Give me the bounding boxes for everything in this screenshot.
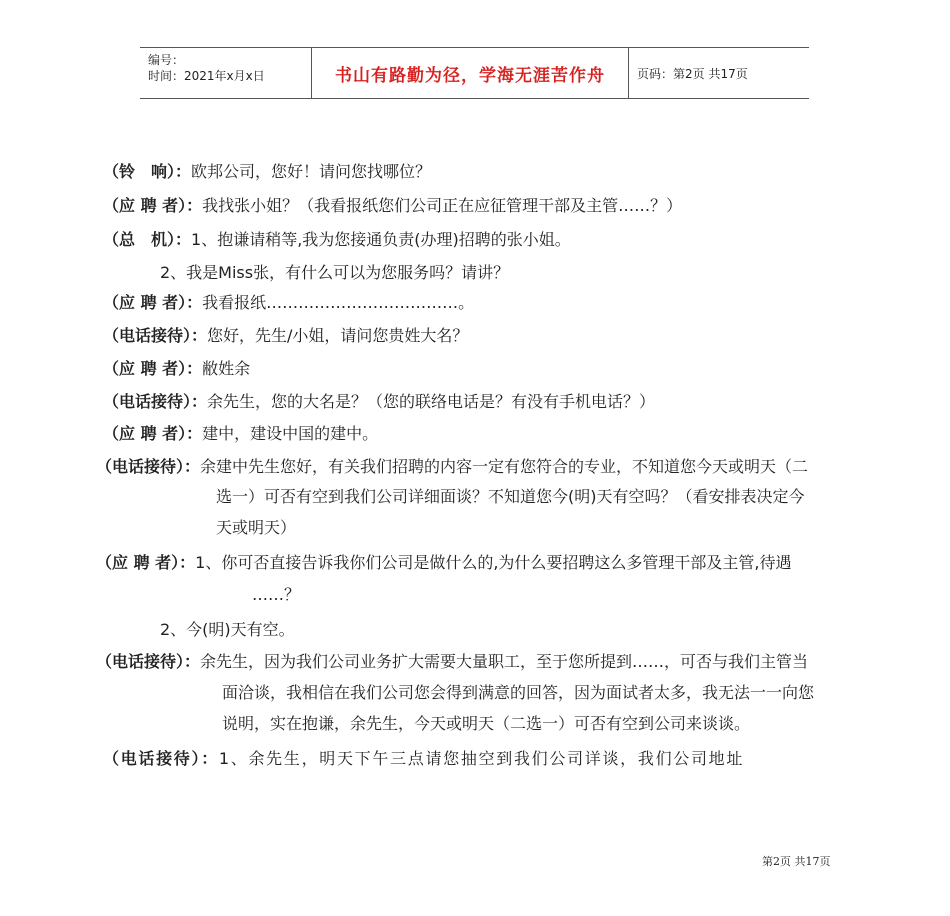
dialogue-line (160, 262, 509, 284)
page-footer: 第2页 共17页 (762, 855, 831, 868)
page-label: 页码：第2页 共17页 (637, 66, 748, 81)
line-text: 1、抱谦请稍等,我为您接通负责(办理)招聘的张小姐。 (191, 230, 571, 249)
dialogue-line (216, 486, 805, 508)
line-text: 余建中先生您好，有关我们招聘的内容一定有您符合的专业，不知道您今天或明天（二 (200, 457, 809, 476)
speaker-label: （应 聘 者）： (96, 553, 196, 572)
line-text: 余先生，因为我们公司业务扩大需要大量职工，至于您所提到……，可否与我们主管当 (200, 652, 809, 671)
dialogue-line (96, 552, 792, 574)
line-text: 我看报纸………………………………。 (202, 293, 475, 312)
dialogue-line (103, 195, 682, 217)
page-header (140, 47, 809, 99)
line-text: 我找张小姐？（我看报纸您们公司正在应征管理干部及主管……？） (202, 196, 683, 215)
time-label: 时间：2021年x月x日 (148, 69, 265, 83)
line-text: 您好，先生/小姐，请问您贵姓大名？ (207, 326, 469, 345)
dialogue-line (96, 456, 808, 478)
dialogue-line (103, 292, 474, 314)
code-label: 编号： (148, 53, 185, 67)
speaker-label: （应 聘 者）： (103, 293, 203, 312)
dialogue-line (103, 229, 571, 251)
line-text: 选一）可否有空到我们公司详细面谈？不知道您今(明)天有空吗？（看安排表决定今 (216, 487, 805, 506)
line-text: 说明，实在抱谦，余先生，今天或明天（二选一）可否有空到公司来谈谈。 (222, 714, 751, 733)
dialogue-line (103, 325, 468, 347)
line-text: 2、我是Miss张，有什么可以为您服务吗？请讲？ (160, 263, 510, 282)
line-text: 余先生，您的大名是？（您的联络电话是？有没有手机电话？） (207, 392, 656, 411)
line-text: 2、今(明)天有空。 (160, 620, 295, 639)
line-text: 1、余先生，明天下午三点请您抽空到我们公司详谈，我们公司地址 (218, 749, 745, 768)
speaker-label: （电话接待）： (96, 652, 201, 671)
speaker-label: （应 聘 者）： (103, 424, 203, 443)
speaker-label: （应 聘 者）： (103, 359, 203, 378)
speaker-label: （电话接待）： (103, 749, 219, 768)
dialogue-line (96, 651, 808, 673)
dialogue-line (103, 358, 250, 380)
motto: 书山有路勤为径，学海无涯苦作舟 (311, 48, 629, 98)
speaker-label: （铃 响）： (103, 162, 192, 181)
speaker-label: （电话接待）： (103, 392, 208, 411)
line-text: 面洽谈，我相信在我们公司您会得到满意的回答，因为面试者太多，我无法一一向您 (222, 683, 815, 702)
line-text: 建中，建设中国的建中。 (202, 424, 379, 443)
dialogue-line (103, 748, 744, 770)
line-text: ……？ (252, 585, 301, 604)
speaker-label: （应 聘 者）： (103, 196, 203, 215)
speaker-label: （电话接待）： (96, 457, 201, 476)
line-text: 敝姓余 (202, 359, 251, 378)
speaker-label: （电话接待）： (103, 326, 208, 345)
dialogue-line (222, 713, 750, 735)
line-text: 1、你可否直接告诉我你们公司是做什么的,为什么要招聘这么多管理干部及主管,待遇 (195, 553, 792, 572)
header-meta (140, 48, 311, 98)
dialogue-line (103, 161, 431, 183)
dialogue-line (160, 619, 295, 641)
dialogue-line (103, 391, 655, 413)
line-text: 欧邦公司，您好！请问您找哪位？ (191, 162, 432, 181)
speaker-label: （总 机）： (103, 230, 192, 249)
dialogue-line (222, 682, 814, 704)
dialogue-line (216, 517, 296, 539)
dialogue-line (252, 584, 300, 606)
line-text: 天或明天） (216, 518, 297, 537)
dialogue-line (103, 423, 378, 445)
